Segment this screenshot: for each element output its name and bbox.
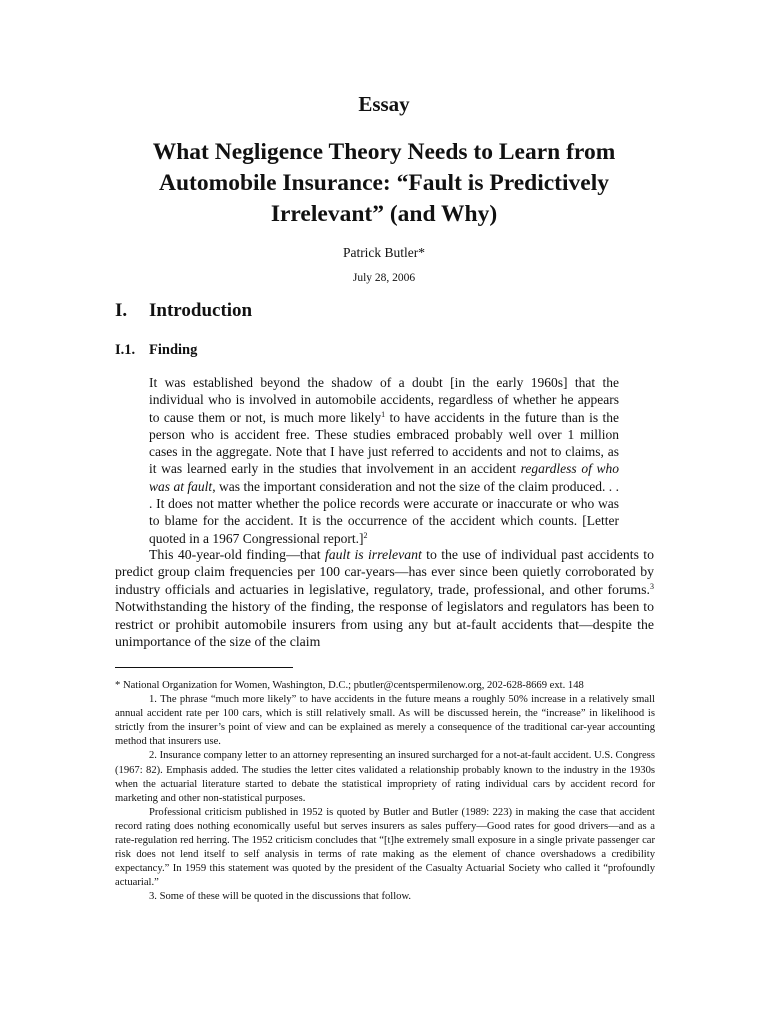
quote-text: , was the important consideration and not the size of the claim produced. . . . It does not matter whether the police records were accurate or inaccurate or who was to blame for the accident. It is the occurrence of the accident which counts. [Letter quoted in a 1967 Congressional report.] <box>149 478 619 546</box>
section-heading <box>115 300 252 322</box>
paper-title: What Negligence Theory Needs to Learn from Automobile Insurance: “Fault is Predictively Irrelevant” (and Why) <box>152 139 616 227</box>
subsection-number: I.1. <box>115 342 136 358</box>
paragraph-text: This 40-year-old finding—that <box>149 547 325 562</box>
footnote-ref-1[interactable]: 1 <box>381 409 386 419</box>
footnote-ref-3[interactable]: 3 <box>650 581 654 591</box>
block-quote <box>149 374 619 547</box>
footnote-3: 3. Some of these will be quoted in the discussions that follow. <box>149 891 412 903</box>
body-paragraph <box>115 546 654 650</box>
quote-emphasis: regardless of who was at fault <box>149 461 619 494</box>
footnote-2-continued: Professional criticism published in 1952 is quoted by Butler and Butler (1989: 223) in making the case that accident record rating does nothing economically useful but serves insurers as sales puffery—Good rates for good drivers—and as a rate-regulation red herring. The 1952 criticism concludes that “[t]he extremely small exposure in a single private passenger car risk does not lend itself to self analysis in terms of rate making as the element of chance overshadows a credibility expectancy.” In 1959 this statement was quoted by the president of the Casualty Actuarial Society who called it “profoundly actuarial.” <box>115 806 655 889</box>
quote-text: to have accidents in the future than is the person who is accident free. These studies embraced probably well over 1 million cases in the aggregate. Note that I have just referred to accidents and not to claims, as it was learned early in the studies that involvement in an accident <box>149 409 619 477</box>
section-title: Introduction <box>149 300 253 321</box>
paragraph-text: Notwithstanding the history of the finding, the response of legislators and regulators has been to restrict or prohibit automobile insurers from using any but at-fault accidents that—despite the unimportance of the size of the claim <box>115 599 654 650</box>
essay-label: Essay <box>358 92 410 116</box>
subsection-heading <box>115 342 197 359</box>
paragraph-text: to the use of individual past accidents to predict group claim frequencies per 100 car-years—has ever since been quietly corroborated by industry officials and actuaries in legislative, regulatory, trade, professional, and other forums. <box>115 547 654 597</box>
section-number: I. <box>115 300 128 321</box>
footnote-2: 2. Insurance company letter to an attorney representing an insured surcharged for a not-at-fault accident. U.S. Congress (1967: 82). Emphasis added. The studies the letter cites validated a relationship probably known to the industry in the 1930s when the actuarial literature started to debate the statistical impropriety of rating individual cars by accident record for marketing and other non-statistical purposes. <box>115 750 655 804</box>
footnote-author: * National Organization for Women, Washington, D.C.; pbutler@centspermilenow.org, 202-628-8669 ext. 148 <box>115 680 584 691</box>
footnotes <box>115 679 655 905</box>
paragraph-emphasis: fault is irrelevant <box>324 547 422 562</box>
footnote-1: 1. The phrase “much more likely” to have accidents in the future means a roughly 50% increase in a relatively small annual accident rate per 100 cars, which is still relatively small. As will be discussed herein, the “increase” in likelihood is strictly from the insurer’s point of view and can be explained as merely a consequence of the traditional car-year accounting method that insurers use. <box>115 694 655 748</box>
author-name: Patrick Butler* <box>342 245 426 260</box>
footnote-divider <box>115 667 293 668</box>
quote-text: It was established beyond the shadow of a doubt [in the early 1960s] that the individual who is involved in automobile accidents, regardless of whether he appears to cause them or not, is much more likely <box>149 375 619 425</box>
publication-date: July 28, 2006 <box>352 272 416 284</box>
subsection-title: Finding <box>149 342 198 358</box>
footnote-ref-2[interactable]: 2 <box>363 530 368 540</box>
